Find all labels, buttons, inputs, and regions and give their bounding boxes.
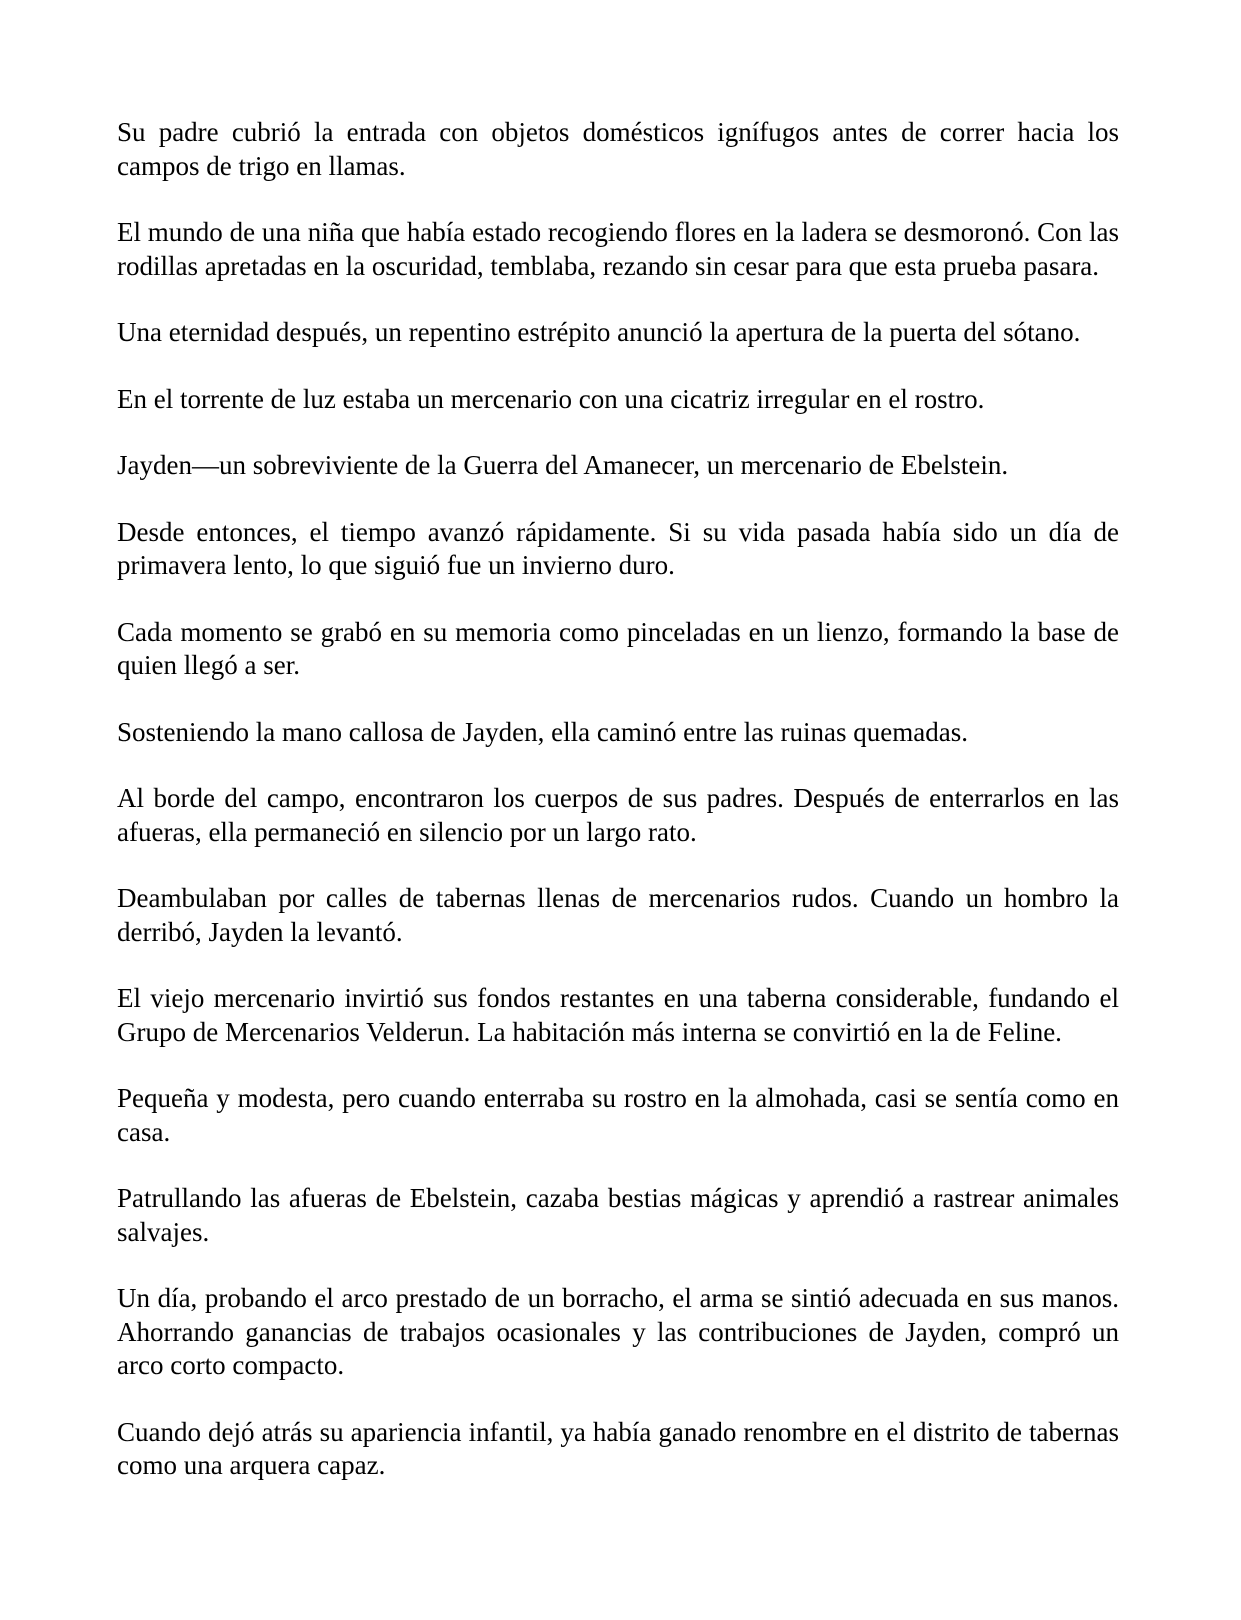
paragraph: Una eternidad después, un repentino estrépito anunció la apertura de la puerta del sótano. [117, 317, 1081, 347]
paragraph: Sosteniendo la mano callosa de Jayden, ella caminó entre las ruinas quemadas. [117, 716, 968, 747]
paragraph: En el torrente de luz estaba un mercenario con una cicatriz irregular en el rostro. [117, 383, 985, 414]
paragraph: Su padre cubrió la entrada con objetos domésticos ignífugos antes de correr hacia los campos de trigo en llamas. [117, 117, 1119, 181]
document-page [117, 116, 1119, 1483]
paragraph: Al borde del campo, encontraron los cuerpos de sus padres. Después de enterrarlos en las afueras, ella permaneció en silencio por un largo rato. [117, 783, 1119, 847]
paragraph: El mundo de una niña que había estado recogiendo flores en la ladera se desmoronó. Con las rodillas apretadas en la oscuridad, temblaba, rezando sin cesar para que esta prueba pasara. [117, 217, 1119, 281]
paragraph: Desde entonces, el tiempo avanzó rápidamente. Si su vida pasada había sido un día de primavera lento, lo que siguió fue un invierno duro. [117, 516, 1119, 580]
paragraph: El viejo mercenario invirtió sus fondos restantes en una taberna considerable, fundando el Grupo de Mercenarios Velderun. La habitación más interna se convirtió en la de Feline. [117, 983, 1119, 1047]
paragraph: Cada momento se grabó en su memoria como pinceladas en un lienzo, formando la base de quien llegó a ser. [117, 616, 1119, 680]
paragraph: Cuando dejó atrás su apariencia infantil, ya había ganado renombre en el distrito de tabernas como una arquera capaz. [117, 1416, 1119, 1480]
paragraph: Pequeña y modesta, pero cuando enterraba su rostro en la almohada, casi se sentía como en casa. [117, 1083, 1119, 1147]
paragraph: Jayden—un sobreviviente de la Guerra del Amanecer, un mercenario de Ebelstein. [117, 450, 1009, 480]
paragraph: Un día, probando el arco prestado de un borracho, el arma se sintió adecuada en sus manos. Ahorrando ganancias de trabajos ocasionales y las contribuciones de Jayden, compró un arco corto compacto. [117, 1283, 1119, 1380]
paragraph: Patrullando las afueras de Ebelstein, cazaba bestias mágicas y aprendió a rastrear animales salvajes. [117, 1183, 1119, 1247]
paragraph: Deambulaban por calles de tabernas llenas de mercenarios rudos. Cuando un hombro la derribó, Jayden la levantó. [117, 883, 1119, 947]
